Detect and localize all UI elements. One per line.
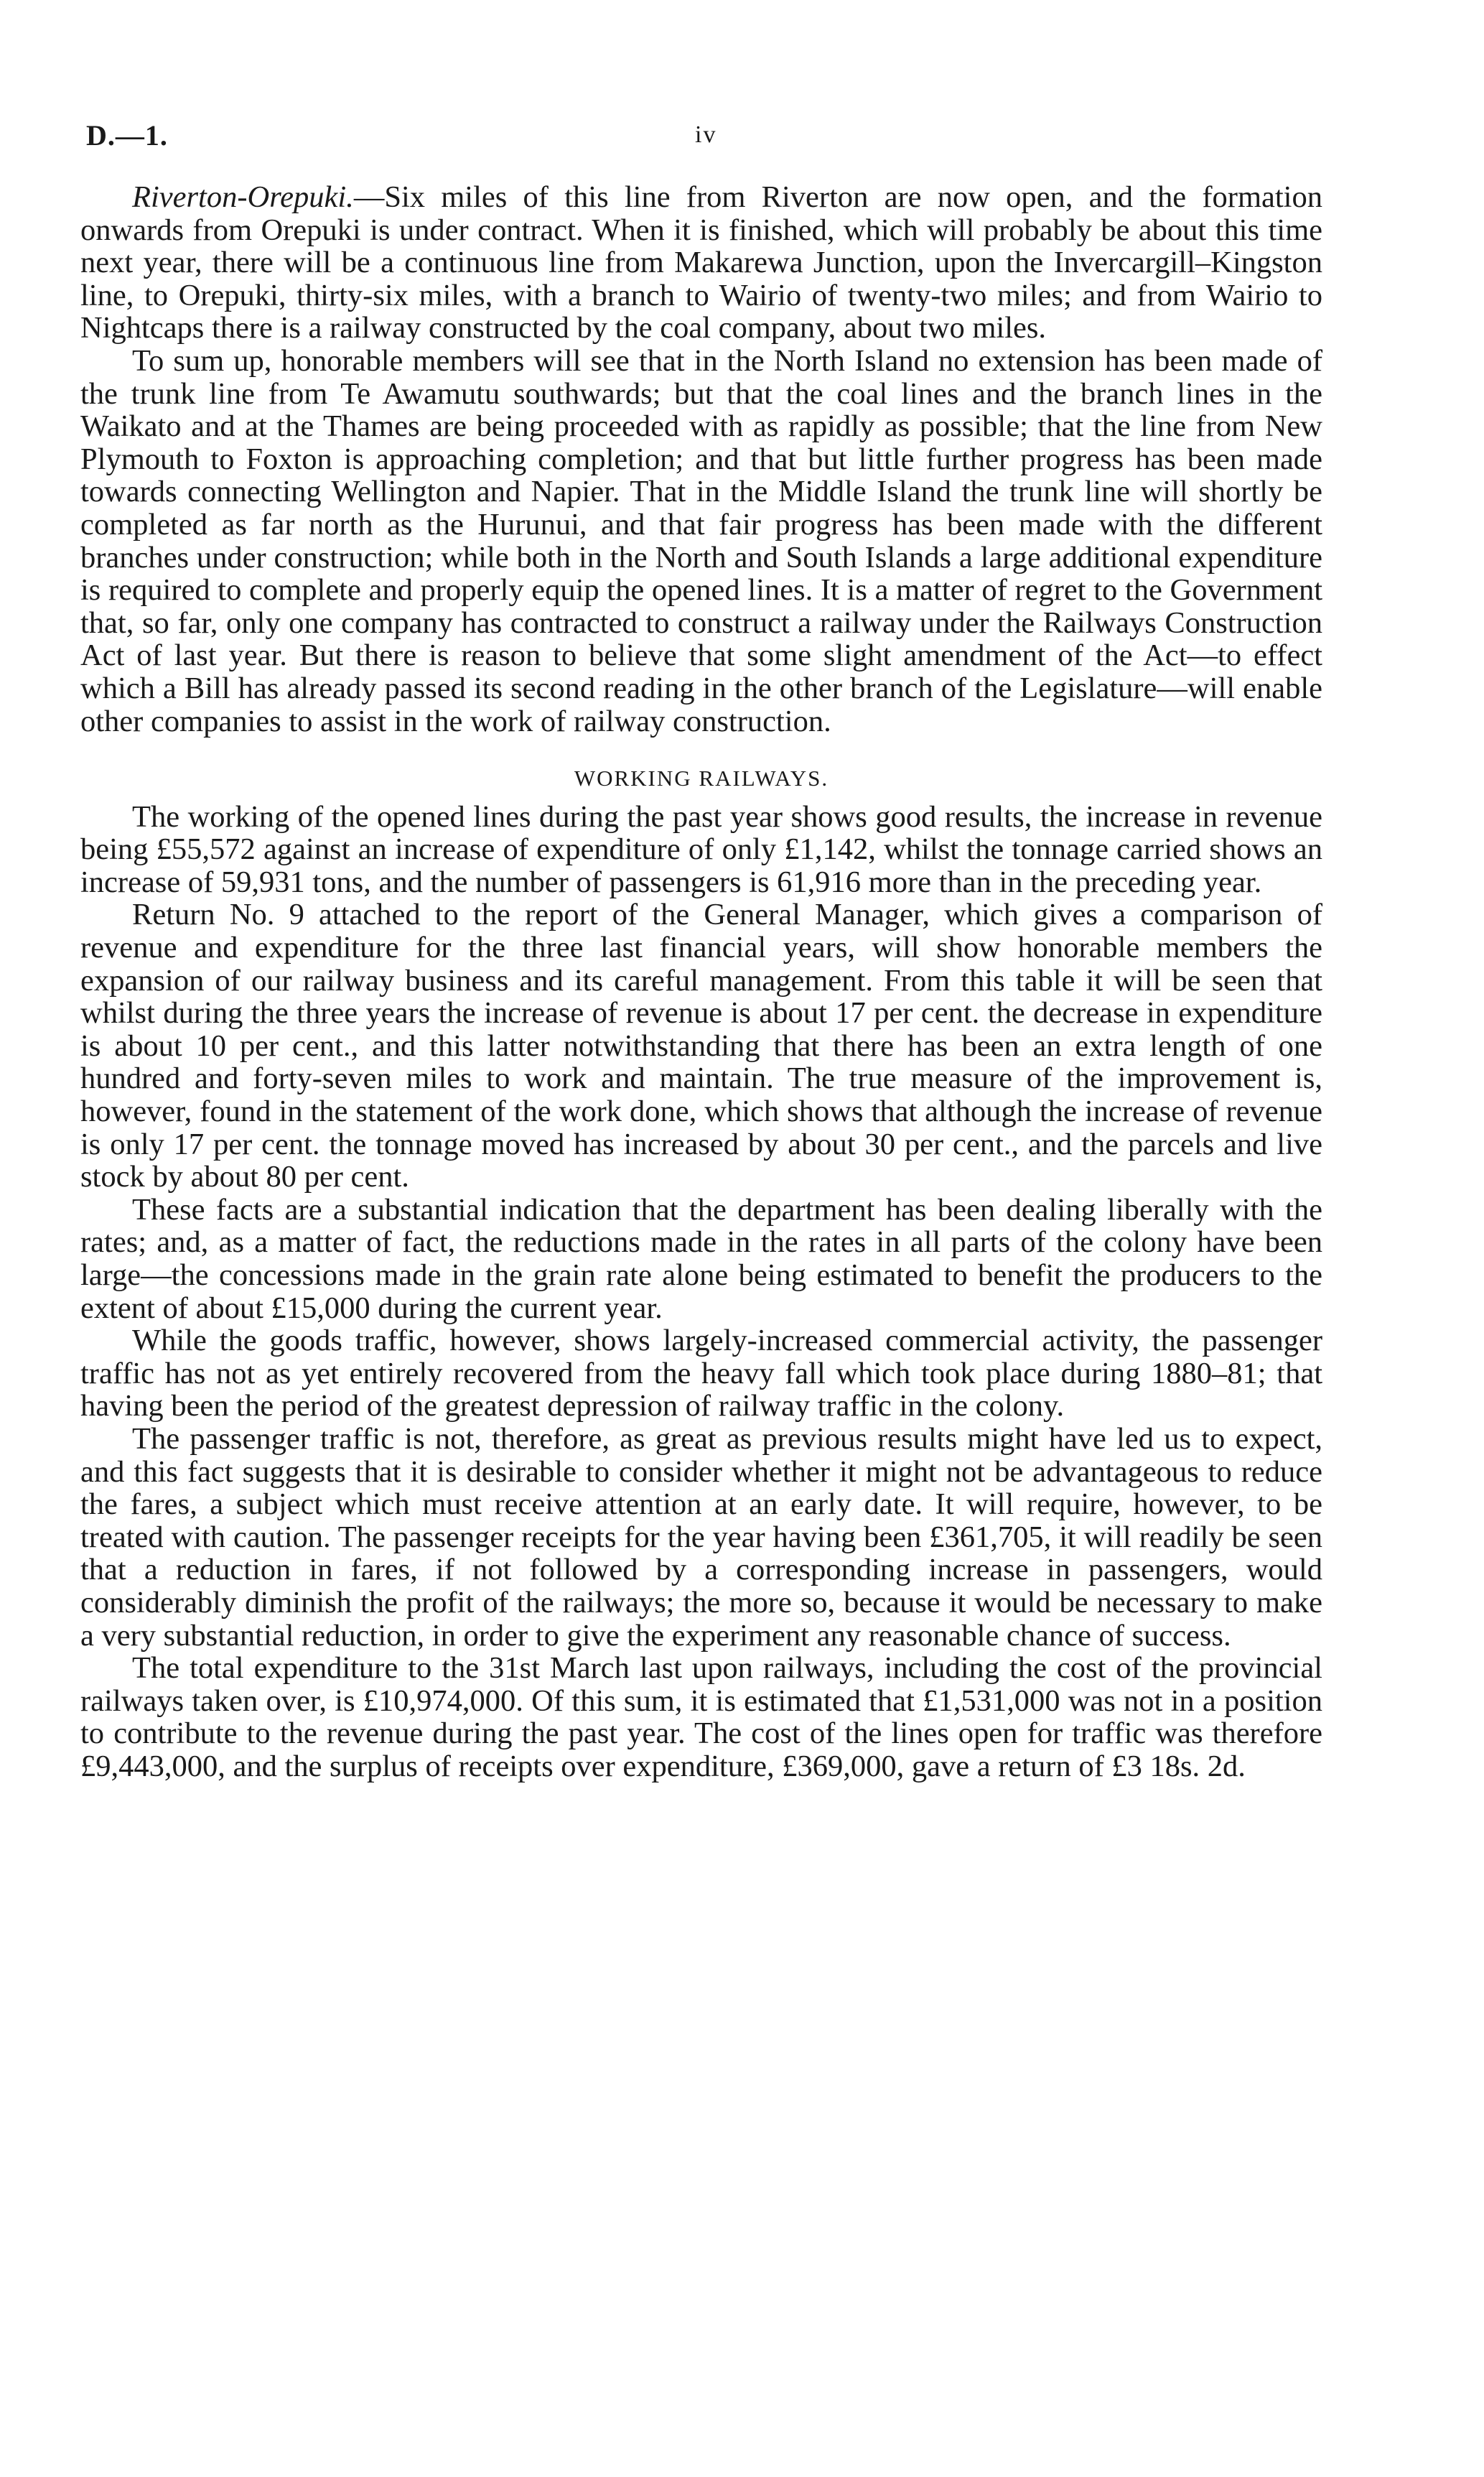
- page-body: [80, 181, 1322, 1783]
- paragraph-total-expenditure: The total expenditure to the 31st March last upon railways, including the cost of the provincial railways taken over, is £10,974,000. Of this sum, it is estimated that £1,531,000 was not in a position to contribute to the revenue during the past year. The cost of the lines open for traffic was therefore £9,443,000, and the surplus of receipts over expenditure, £369,000, gave a return of £3 18s. 2d.: [80, 1651, 1322, 1783]
- paragraph-rates: These facts are a substantial indication that the department has been dealing liberally with the rates; and, as a matter of fact, the reductions made in the rates in all parts of the colony have been large—the concessions made in the grain rate alone being estimated to benefit the producers to the extent of about £15,000 during the current year.: [80, 1192, 1322, 1325]
- paragraph-passenger-traffic: The passenger traffic is not, therefore, as great as previous results might have led us to expect, and this fact suggests that it is desirable to consider whether it might not be advantageous to reduce the fares, a subject which must receive attention at an early date. It will require, however, to be treated with caution. The passenger receipts for the year having been £361,705, it will readily be seen that a reduction in fares, if not followed by a corresponding increase in passengers, would considerably diminish the profit of the railways; the more so, because it would be necessary to make a very substantial reduction, in order to give the experiment any reasonable chance of success.: [80, 1421, 1322, 1653]
- paragraph-riverton-orepuki: [80, 181, 1322, 345]
- paragraph-return-no-9: Return No. 9 attached to the report of the General Manager, which gives a comparison of revenue and expenditure for the three last financial years, will show honorable members the expansion of our railway business and its careful management. From this table it will be seen that whilst during the three years the increase of revenue is about 17 per cent. the decrease in expenditure is about 10 per cent., and this latter notwithstanding that there has been an extra length of one hundred and forty-seven miles to work and maintain. The true measure of the improvement is, however, found in the statement of the work done, which shows that although the increase of revenue is only 17 per cent. the tonnage moved has increased by about 30 per cent., and the parcels and live stock by about 80 per cent.: [80, 898, 1322, 1194]
- paragraph-lead-title: Riverton-Orepuki.: [132, 180, 354, 214]
- paragraph-working-results: The working of the opened lines during the past year shows good results, the increase in revenue being £55,572 against an increase of expenditure of only £1,142, whilst the tonnage carried shows an increase of 59,931 tons, and the number of passengers is 61,916 more than in the preceding year.: [80, 799, 1322, 899]
- document-reference: D.—1.: [86, 119, 168, 152]
- paragraph-text: —Six miles of this line from Riverton are now open, and the formation onwards from Orepuki is under contract. When it is finished, which will probably be about this time next year, there will be a continuous line from Makarewa Junction, upon the Invercargill–Kingston line, to Orepuki, thirty-six miles, with a branch to Wairio of twenty-two miles; and from Wairio to Nightcaps there is a railway constructed by the coal company, about two miles.: [80, 180, 1322, 345]
- page-number: iv: [695, 121, 717, 148]
- page-header: [86, 118, 1321, 154]
- section-heading-working-railways: WORKING RAILWAYS.: [574, 766, 829, 791]
- paragraph-goods-traffic: While the goods traffic, however, shows largely-increased commercial activity, the passenger traffic has not as yet entirely recovered from the heavy fall which took place during 1880–81; that having been the period of the greatest depression of railway traffic in the colony.: [80, 1324, 1322, 1423]
- paragraph-summary: To sum up, honorable members will see that in the North Island no extension has been made of the trunk line from Te Awamutu southwards; but that the coal lines and the branch lines in the Waikato and at the Thames are being proceeded with as rapidly as possible; that the line from New Plymouth to Foxton is approaching completion; and that but little further progress has been made towards connecting Wellington and Napier. That in the Middle Island the trunk line will shortly be completed as far north as the Hurunui, and that fair progress has been made with the different branches under construction; while both in the North and South Islands a large additional expenditure is required to complete and properly equip the opened lines. It is a matter of regret to the Government that, so far, only one company has contracted to construct a railway under the Railways Construction Act of last year. But there is reason to believe that some slight amendment of the Act—to effect which a Bill has already passed its second reading in the other branch of the Legislature—will enable other companies to assist in the work of railway construction.: [80, 343, 1322, 738]
